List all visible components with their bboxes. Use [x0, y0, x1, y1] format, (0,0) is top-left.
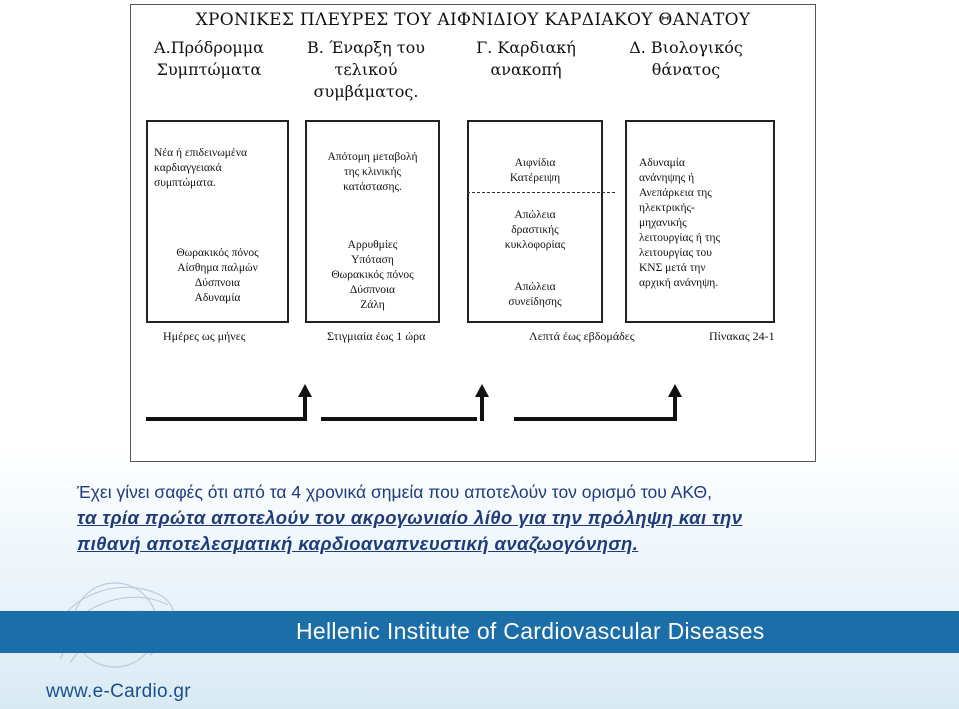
box-text: ηλεκτρικής-	[639, 202, 695, 214]
phase-b-symptoms	[313, 238, 432, 313]
phase-a-description	[154, 146, 281, 191]
box-text: αρχική ανάνηψη.	[639, 277, 719, 289]
box-text: Δύσπνοια	[194, 277, 241, 289]
box-text: Αρρυθμίες	[347, 239, 398, 251]
phase-c-heading	[461, 37, 591, 81]
phase-c-line: ανακοπή	[490, 60, 562, 79]
box-text: δραστικής	[511, 224, 559, 236]
arrow-stem	[303, 395, 307, 421]
duration-b: Στιγμιαία έως 1 ώρα	[327, 329, 426, 343]
box-text: Κατέρειψη	[509, 172, 561, 184]
duration-c: Λεπτά έως εβδομάδες	[529, 329, 635, 343]
phase-a-line: Α.Πρόδρομμα	[154, 38, 264, 57]
box-text: Θωρακικός πόνος	[331, 269, 414, 281]
box-text: ανάνηψης ή	[639, 172, 695, 184]
phase-d-box	[625, 120, 775, 323]
phase-b-line: συμβάματος.	[313, 82, 419, 101]
banner-title: Hellenic Institute of Cardiovascular Diseases	[296, 618, 765, 644]
caption-line-2: τα τρία πρώτα αποτελούν τον ακρογωνιαίο λίθο για την πρόληψη και την	[77, 507, 743, 528]
phase-c-consciousness	[475, 280, 595, 310]
box-text: καρδιαγγειακά	[154, 162, 222, 174]
phase-b-box	[305, 120, 440, 323]
box-text: Ανεπάρκεια της	[639, 187, 712, 199]
institute-banner	[0, 611, 959, 653]
phase-a-heading	[139, 37, 279, 81]
box-text: Αδυναμία	[194, 292, 241, 304]
phase-d-description	[639, 156, 767, 291]
table-reference: Πίνακας 24-1	[709, 329, 775, 343]
box-text: λειτουργίας ή της	[639, 232, 721, 244]
timeline-bar-c	[514, 417, 674, 421]
duration-a: Ημέρες ως μήνες	[163, 329, 246, 343]
phase-b-line: Β. Έναρξη του	[307, 38, 425, 57]
box-text: συνείδησης	[508, 296, 562, 308]
box-text: Νέα ή επιδεινωμένα	[154, 147, 247, 159]
box-text: κυκλοφορίας	[504, 239, 566, 251]
phase-b-description	[313, 150, 432, 195]
phase-d-line: θάνατος	[651, 60, 721, 79]
box-text: μηχανικής	[639, 217, 687, 229]
arrow-stem	[480, 395, 484, 421]
diagram-title: ΧΡΟΝΙΚΕΣ ΠΛΕΥΡΕΣ ΤΟΥ ΑΙΦΝΙΔΙΟΥ ΚΑΡΔΙΑΚΟΥ ΘΑΝΑΤΟΥ	[195, 10, 751, 30]
website-link[interactable]: www.e-Cardio.gr	[46, 681, 191, 702]
caption	[77, 479, 937, 557]
phase-d-heading	[621, 37, 751, 81]
phase-c-box	[467, 120, 603, 323]
dashed-divider	[467, 192, 615, 193]
phase-d-line: Δ. Βιολογικός	[629, 38, 743, 57]
box-text: Θωρακικός πόνος	[176, 247, 259, 259]
phase-a-line: Συμπτώματα	[156, 60, 262, 79]
up-arrow-icon	[668, 384, 682, 397]
box-text: της κλινικής	[343, 166, 402, 178]
box-text: Ζάλη	[360, 299, 385, 311]
box-text: Αδυναμία	[639, 157, 685, 169]
box-text: Απότομη μεταβολή	[327, 151, 418, 163]
timeline-bar-a	[146, 417, 304, 421]
box-text: Αίσθημα παλμών	[177, 262, 258, 274]
box-text: κατάστασης.	[343, 181, 402, 193]
box-text: Απώλεια	[514, 281, 556, 293]
box-text: Δύσπνοια	[349, 284, 396, 296]
box-text: συμπτώματα.	[154, 177, 216, 189]
timeline-diagram	[130, 4, 816, 462]
box-text: Αιφνίδια	[514, 157, 556, 169]
box-text: Απώλεια	[514, 209, 556, 221]
phase-a-box	[146, 120, 289, 323]
up-arrow-icon	[298, 384, 312, 397]
box-text: ΚΝΣ μετά την	[639, 262, 706, 274]
timeline-bar-b	[321, 417, 477, 421]
caption-line-3: πιθανή αποτελεσματική καρδιοαναπνευστική αναζωογόνηση.	[77, 533, 639, 554]
phase-b-line: τελικού	[334, 60, 398, 79]
arrow-stem	[673, 395, 677, 421]
phase-c-line: Γ. Καρδιακή	[476, 38, 576, 57]
box-text: λειτουργίας του	[639, 247, 712, 259]
up-arrow-icon	[475, 384, 489, 397]
box-text: Υπόταση	[351, 254, 394, 266]
phase-b-heading	[301, 37, 431, 103]
phase-c-circulation	[475, 208, 595, 253]
phase-c-event	[475, 156, 595, 186]
phase-a-symptoms	[154, 246, 281, 306]
caption-line-1: Έχει γίνει σαφές ότι από τα 4 χρονικά σημεία που αποτελούν τον ορισμό του ΑΚΘ,	[77, 482, 712, 502]
